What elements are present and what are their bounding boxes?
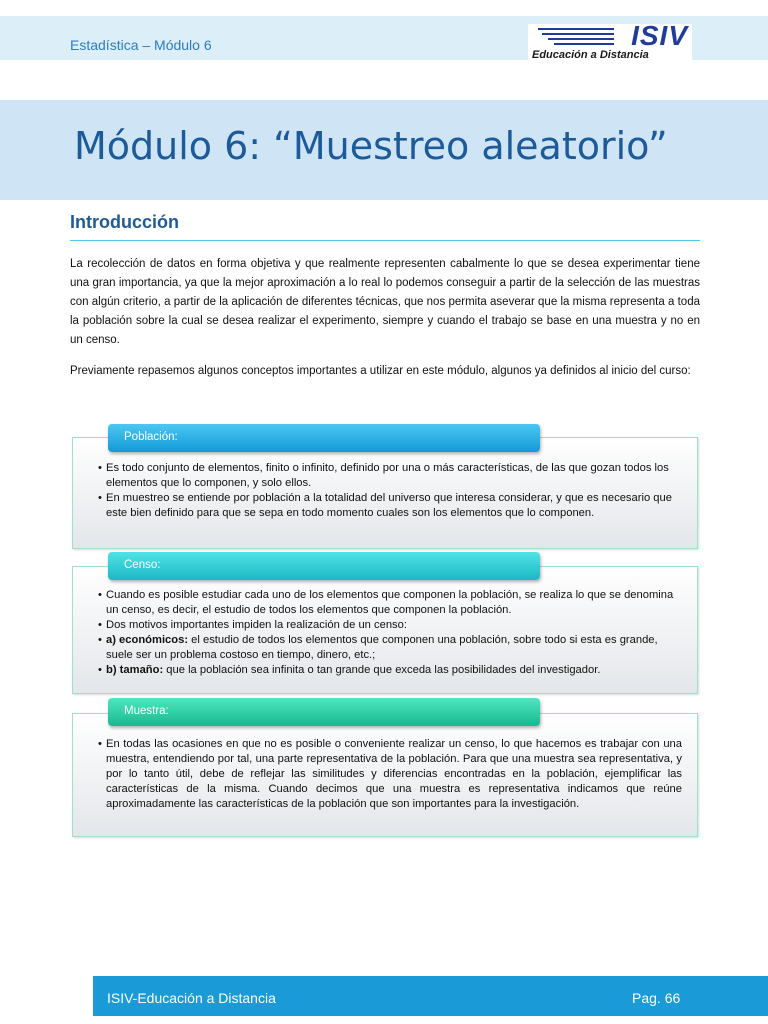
logo-subtitle: Educación a Distancia: [532, 49, 649, 61]
intro-paragraph-1: La recolección de datos en forma objetiva y que realmente representen cabalmente lo que se desea experimentar tiene una gran importancia, ya que la mejor aproximación a lo real lo podemos conseguir a partir de la selección de las muestras con algún criterio, a partir de la aplicación de diferentes técnicas, que nos permita aseverar que la misma representa a toda la población sobre la cual se desea realizar el experimento, siempre y cuando el trabajo se base en una muestra y no en un censo.: [70, 258, 700, 346]
section-divider: [70, 240, 700, 241]
list-item: • Cuando es posible estudiar cada uno de los elementos que componen la población, se realiza lo que se denomina un censo, es decir, el estudio de todos los elementos que componen la población.: [98, 589, 674, 616]
bullet-icon: •: [98, 664, 102, 676]
isiv-logo: [528, 20, 692, 62]
header-course-title: Estadística – Módulo 6: [70, 37, 212, 53]
muestra-label: Muestra:: [124, 705, 169, 717]
logo-stripes-icon: [528, 26, 628, 50]
poblacion-label: Población:: [124, 431, 178, 443]
page-title: Módulo 6: “Muestreo aleatorio”: [74, 124, 668, 168]
economicos-prefix: a) económicos:: [106, 634, 189, 646]
list-item: • En muestreo se entiende por población a la totalidad del universo que interesa considerar, y que es necesario que este bien definido para que se sepa en todo momento cuales son los elementos que lo componen.: [98, 492, 672, 519]
list-item: • a) económicos: el estudio de todos los elementos que componen una población, sobre todo si esta es grande, suele ser un problema costoso en tiempo, dinero, etc.;: [98, 634, 658, 661]
logo-wordmark: ISIV: [631, 20, 688, 51]
muestra-list: [98, 737, 682, 812]
muestra-tab: [108, 698, 540, 726]
tamano-prefix: b) tamaño:: [106, 664, 164, 676]
poblacion-tab: [108, 424, 540, 452]
censo-tab: [108, 552, 540, 580]
list-item: • Es todo conjunto de elementos, finito o infinito, definido por una o más características, de las que gozan todos los elementos que lo componen, y solo ellos.: [98, 462, 669, 489]
poblacion-list: [98, 461, 682, 521]
section-heading: Introducción: [70, 212, 179, 232]
bullet-icon: •: [98, 462, 102, 474]
censo-list: [98, 588, 682, 678]
intro-paragraph-2: Previamente repasemos algunos conceptos importantes a utilizar en este módulo, algunos ya definidos al inicio del curso:: [70, 365, 691, 377]
bullet-icon: •: [98, 589, 102, 601]
bullet-icon: •: [98, 492, 102, 504]
list-item: • En todas las ocasiones en que no es posible o conveniente realizar un censo, lo que hacemos es trabajar con una muestra, entendiendo por tal, una parte representativa de la población. Para que una muestra sea representativa, y por lo tanto útil, debe de reflejar las similitudes y diferencias encontradas en la población, ejemplificar las características de la misma. Cuando decimos que una muestra es representativa indicamos que reúne aproximadamente las características de la población que son importantes para la investigación.: [98, 738, 682, 810]
footer-institution: ISIV-Educación a Distancia: [107, 990, 276, 1006]
censo-label: Censo:: [124, 559, 161, 571]
bullet-icon: •: [98, 634, 102, 646]
bullet-icon: •: [98, 619, 102, 631]
list-item: • Dos motivos importantes impiden la realización de un censo:: [98, 619, 407, 631]
list-item: • b) tamaño: que la población sea infinita o tan grande que exceda las posibilidades del investigador.: [98, 664, 601, 676]
bullet-icon: •: [98, 738, 102, 750]
page-number: Pag. 66: [632, 990, 681, 1006]
